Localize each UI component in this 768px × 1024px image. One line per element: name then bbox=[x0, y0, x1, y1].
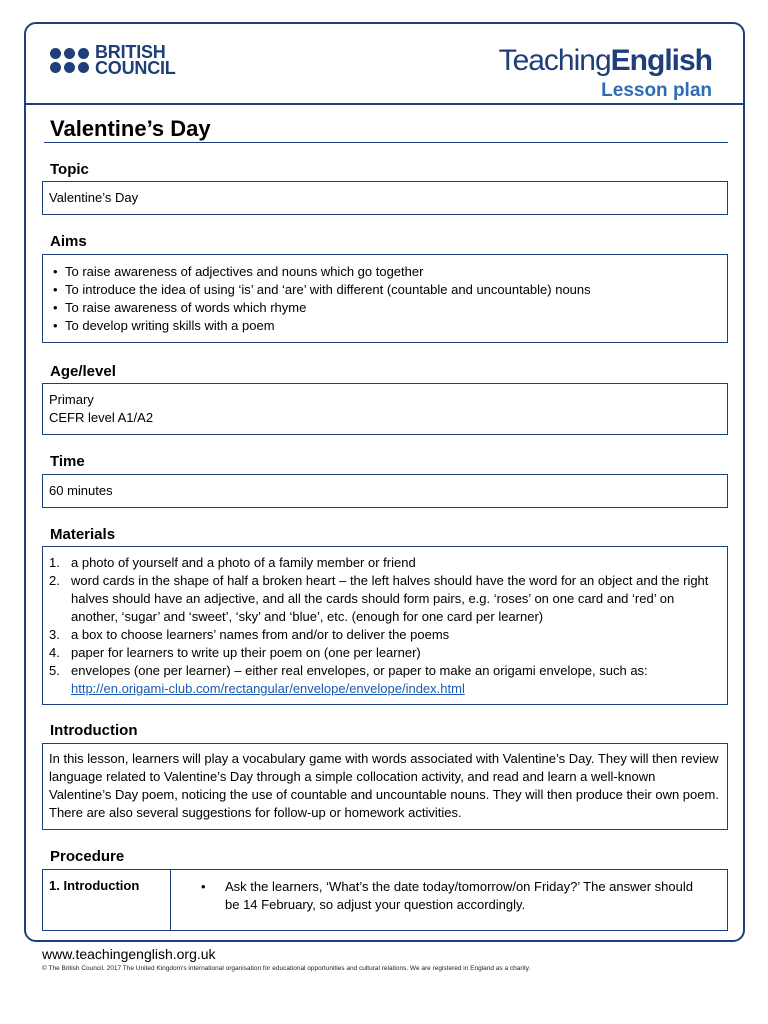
time-value: 60 minutes bbox=[49, 483, 113, 498]
materials-item bbox=[49, 572, 721, 626]
aims-item: • To raise awareness of words which rhyme bbox=[51, 299, 719, 317]
topic-heading: Topic bbox=[50, 161, 89, 178]
materials-item-text: a photo of yourself and a photo of a family member or friend bbox=[71, 555, 416, 570]
introduction-text: In this lesson, learners will play a vocabulary game with words associated with Valentine’s Day. They will then review language related to Valentine’s Day through a simple collocation activity, and read and learn a well-known Valentine’s Day poem, noticing the use of countable and uncountable nouns. They will then produce their own poem. There are also several suggestions for follow-up or homework activities. bbox=[49, 751, 719, 820]
topic-box bbox=[42, 181, 728, 215]
british-council-dots-icon bbox=[50, 48, 89, 73]
materials-item bbox=[49, 662, 721, 698]
age-level-heading: Age/level bbox=[50, 363, 116, 380]
procedure-bullet: • bbox=[201, 879, 206, 894]
aims-item: • To introduce the idea of using ‘is’ and ‘are’ with different (countable and uncountable) nouns bbox=[51, 281, 719, 299]
aims-box bbox=[42, 254, 728, 343]
brand-bold: English bbox=[610, 44, 712, 77]
materials-item bbox=[49, 626, 721, 644]
introduction-heading: Introduction bbox=[50, 722, 138, 739]
title-divider bbox=[44, 142, 728, 143]
materials-item bbox=[49, 644, 721, 662]
procedure-heading: Procedure bbox=[50, 848, 125, 865]
procedure-table bbox=[42, 869, 728, 931]
materials-item-number: 2. bbox=[49, 573, 60, 588]
age-level-cefr: CEFR level A1/A2 bbox=[49, 410, 154, 425]
procedure-step-body bbox=[171, 870, 727, 930]
teaching-english-brand bbox=[499, 44, 712, 102]
materials-item-text: envelopes (one per learner) – either real envelopes, or paper to make an origami envelope, such as: bbox=[71, 663, 648, 678]
materials-item-number: 3. bbox=[49, 627, 60, 642]
materials-item-number: 5. bbox=[49, 663, 60, 678]
age-level-box bbox=[42, 383, 728, 435]
footer-url: www.teachingenglish.org.uk bbox=[42, 946, 216, 962]
procedure-step-title: 1. Introduction bbox=[43, 870, 171, 930]
materials-item bbox=[49, 554, 721, 572]
page-title: Valentine’s Day bbox=[50, 116, 211, 141]
materials-heading: Materials bbox=[50, 526, 116, 543]
org-name-line1: BRITISH bbox=[95, 42, 166, 62]
materials-item-text: paper for learners to write up their poem on (one per learner) bbox=[71, 645, 421, 660]
brand-subtitle: Lesson plan bbox=[601, 80, 712, 101]
materials-list bbox=[49, 554, 721, 698]
materials-box bbox=[42, 546, 728, 705]
aims-item: • To raise awareness of adjectives and nouns which go together bbox=[51, 263, 719, 281]
aims-item: • To develop writing skills with a poem bbox=[51, 317, 719, 335]
materials-item-number: 1. bbox=[49, 555, 60, 570]
header-divider bbox=[26, 103, 743, 105]
aims-heading: Aims bbox=[50, 233, 87, 250]
procedure-step-text: Ask the learners, ‘What’s the date today/tomorrow/on Friday?’ The answer should be 14 February, so adjust your question accordingly. bbox=[225, 879, 693, 912]
materials-item-text: a box to choose learners’ names from and/or to deliver the poems bbox=[71, 627, 450, 642]
age-level-primary: Primary bbox=[49, 392, 94, 407]
materials-item-number: 4. bbox=[49, 645, 60, 660]
british-council-logo bbox=[50, 44, 176, 76]
materials-item-text: word cards in the shape of half a broken heart – the left halves should have the word for an object and the right halves should have an adjective, and all the cards should form pairs, e.g. ‘roses’ on one card and ‘red’ on another, ‘sugar’ and ‘sweet’, ‘sky’ and ‘blue’, etc. (enough for one card per learner) bbox=[71, 573, 709, 624]
topic-value: Valentine’s Day bbox=[49, 190, 139, 205]
introduction-box bbox=[42, 743, 728, 830]
brand-light: Teaching bbox=[498, 44, 611, 77]
org-name-line2: COUNCIL bbox=[95, 58, 176, 78]
time-box bbox=[42, 474, 728, 508]
origami-envelope-link[interactable]: http://en.origami-club.com/rectangular/envelope/envelope/index.html bbox=[71, 681, 465, 696]
aims-list bbox=[51, 263, 719, 335]
footer-copyright: © The British Council, 2017 The United Kingdom’s international organisation for educational opportunities and cultural relations. We are registered in England as a charity. bbox=[42, 965, 531, 972]
time-heading: Time bbox=[50, 453, 85, 470]
